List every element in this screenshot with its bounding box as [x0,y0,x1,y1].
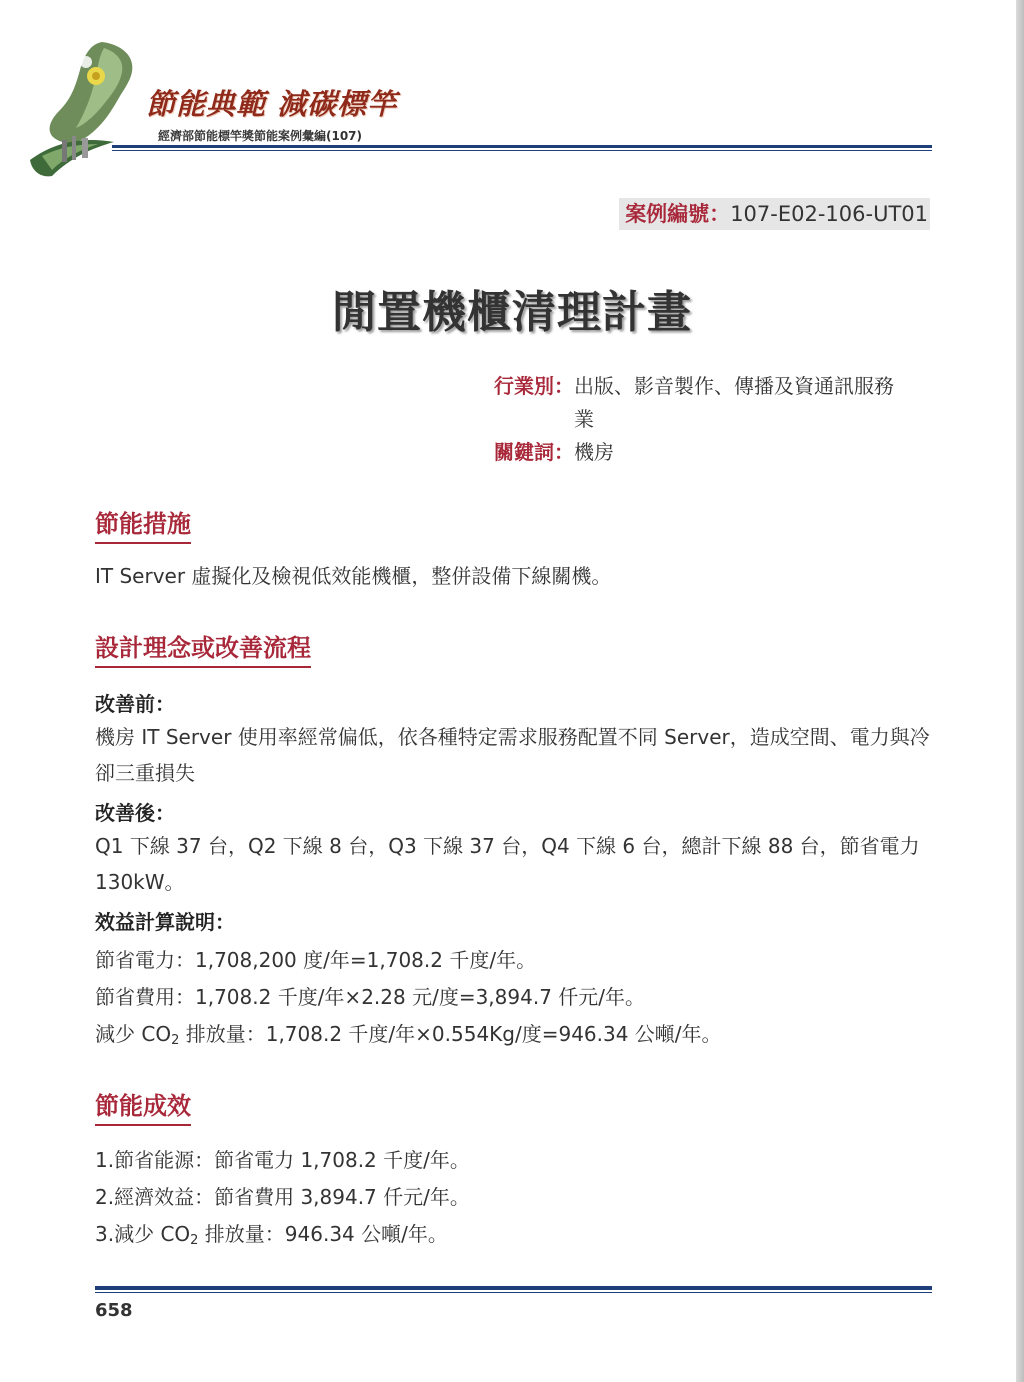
taiwan-leaf-logo-icon [22,40,152,180]
result-item-energy: 1.節省能源：節省電力 1,708.2 千度/年。 [95,1148,470,1172]
measures-heading: 節能措施 [95,504,191,544]
brand-title: 節能典範 減碳標竿 [146,87,398,121]
calc-line-co2 [95,1018,722,1048]
case-number-value: 107-E02-106-UT01 [730,202,928,226]
industry-value: 出版、影音製作、傳播及資通訊服務業 [574,374,894,431]
before-label: 改善前： [95,692,175,716]
keyword-row [494,436,924,469]
footer-divider [95,1286,932,1293]
calc-line-cost: 節省費用：1,708.2 千度/年×2.28 元/度=3,894.7 仟元/年。 [95,985,646,1009]
page-number: 658 [95,1300,133,1321]
case-number-label: 案例編號： [625,202,731,226]
result-item-economic: 2.經濟效益：節省費用 3,894.7 仟元/年。 [95,1185,470,1209]
industry-label: 行業別： [494,374,574,398]
keyword-value: 機房 [574,440,614,464]
calc-line-co2-suffix: 排放量：1,708.2 千度/年×0.554Kg/度=946.34 公噸/年。 [179,1022,722,1046]
calc-line-co2-subscript: 2 [171,1033,180,1048]
case-number-box [619,198,930,230]
before-text: 機房 IT Server 使用率經常偏低，依各種特定需求服務配置不同 Server，造成空間、電力與冷卻三重損失 [95,725,930,785]
after-label: 改善後： [95,801,175,825]
results-heading: 節能成效 [95,1086,191,1126]
header-divider [112,145,932,151]
calc-line-co2-prefix: 減少 CO [95,1022,172,1046]
page-edge-shadow [1016,0,1024,1382]
result-item-co2-prefix: 3.減少 CO [95,1222,191,1246]
case-meta [494,370,924,469]
calc-label: 效益計算說明： [95,910,235,934]
result-item-co2-suffix: 排放量：946.34 公噸/年。 [198,1222,448,1246]
result-item-co2 [95,1218,448,1248]
result-item-co2-subscript: 2 [190,1233,199,1248]
calc-line-electricity: 節省電力：1,708,200 度/年=1,708.2 千度/年。 [95,948,537,972]
after-text: Q1 下線 37 台，Q2 下線 8 台，Q3 下線 37 台，Q4 下線 6 台，總計下線 88 台，節省電力 130kW。 [95,834,920,894]
industry-row [494,370,924,436]
page-title: 閒置機櫃清理計畫 [332,287,692,338]
design-heading: 設計理念或改善流程 [95,628,311,668]
measures-text: IT Server 虛擬化及檢視低效能機櫃，整併設備下線關機。 [95,564,612,588]
brand-subtitle: 經濟部節能標竿獎節能案例彙編(107) [158,129,363,143]
keyword-label: 關鍵詞： [494,440,574,464]
